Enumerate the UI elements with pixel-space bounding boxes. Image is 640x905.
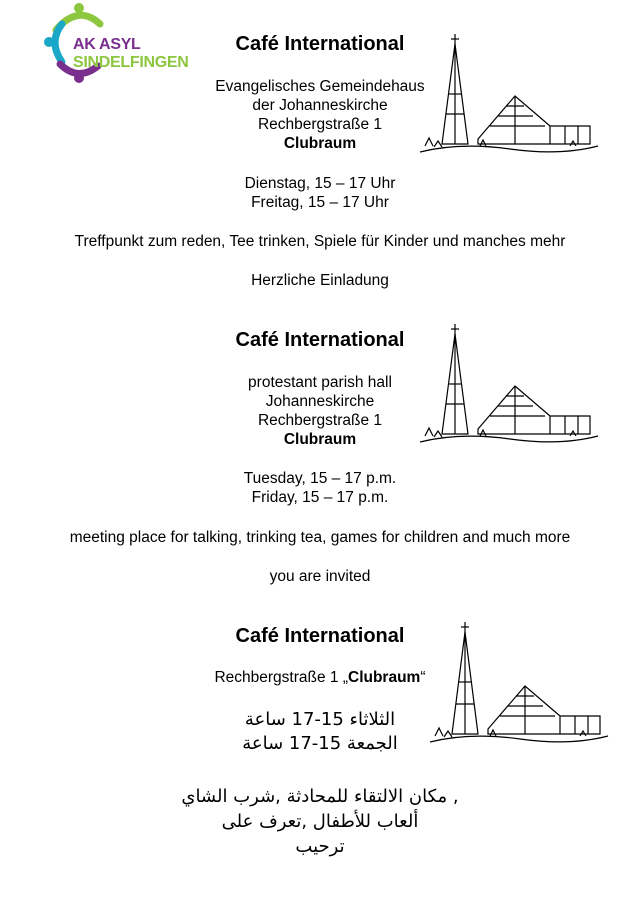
section-1-invitation: Herzliche Einladung xyxy=(251,272,389,289)
section-3-title: Café International xyxy=(235,625,405,647)
section-3-description-1: , مكان الالتقاء للمحادثة ,شرب الشاي xyxy=(181,786,459,807)
section-3-address-prefix: Rechbergstraße 1 „ xyxy=(214,669,348,686)
section-2-venue-2: Johanneskirche xyxy=(265,393,375,410)
section-2-venue-3: Rechbergstraße 1 xyxy=(257,412,383,429)
section-2-time-2: Friday, 15 – 17 p.m. xyxy=(251,489,389,506)
section-3-time-1: الثلاثاء 15-17 ساعة xyxy=(244,709,396,730)
church-illustration-3 xyxy=(430,622,610,750)
section-1-description: Treffpunkt zum reden, Tee trinken, Spiele für Kinder und manches mehr xyxy=(74,233,566,250)
section-3-time-2: الجمعة 15-17 ساعة xyxy=(242,733,398,754)
section-1-time-2: Freitag, 15 – 17 Uhr xyxy=(251,194,389,211)
section-1-venue-2: der Johanneskirche xyxy=(252,97,388,114)
section-2-title: Café International xyxy=(235,329,405,351)
section-1-venue-3: Rechbergstraße 1 xyxy=(257,116,383,133)
section-2-room: Clubraum xyxy=(283,431,357,448)
section-3-description-3: ترحيب xyxy=(295,836,345,857)
section-2-description: meeting place for talking, trinking tea, games for children and much more xyxy=(69,529,571,546)
section-3-room: Clubraum xyxy=(348,669,421,686)
church-illustration-1 xyxy=(420,34,600,159)
section-1-time-1: Dienstag, 15 – 17 Uhr xyxy=(244,175,396,192)
logo-text-city: SINDELFINGEN xyxy=(73,54,189,71)
section-3-description-2: ألعاب للأطفال ,تعرف على xyxy=(221,811,419,832)
section-2-invitation: you are invited xyxy=(269,568,371,585)
section-2-time-1: Tuesday, 15 – 17 p.m. xyxy=(243,470,397,487)
section-3-address-suffix: “ xyxy=(420,669,426,686)
section-1-room: Clubraum xyxy=(283,135,357,152)
section-1-title: Café International xyxy=(235,33,405,55)
section-1-venue-1: Evangelisches Gemeindehaus xyxy=(215,78,425,95)
section-2-venue-1: protestant parish hall xyxy=(248,374,392,391)
logo-text-ak: AK ASYL xyxy=(73,36,141,53)
church-illustration-2 xyxy=(420,324,600,449)
